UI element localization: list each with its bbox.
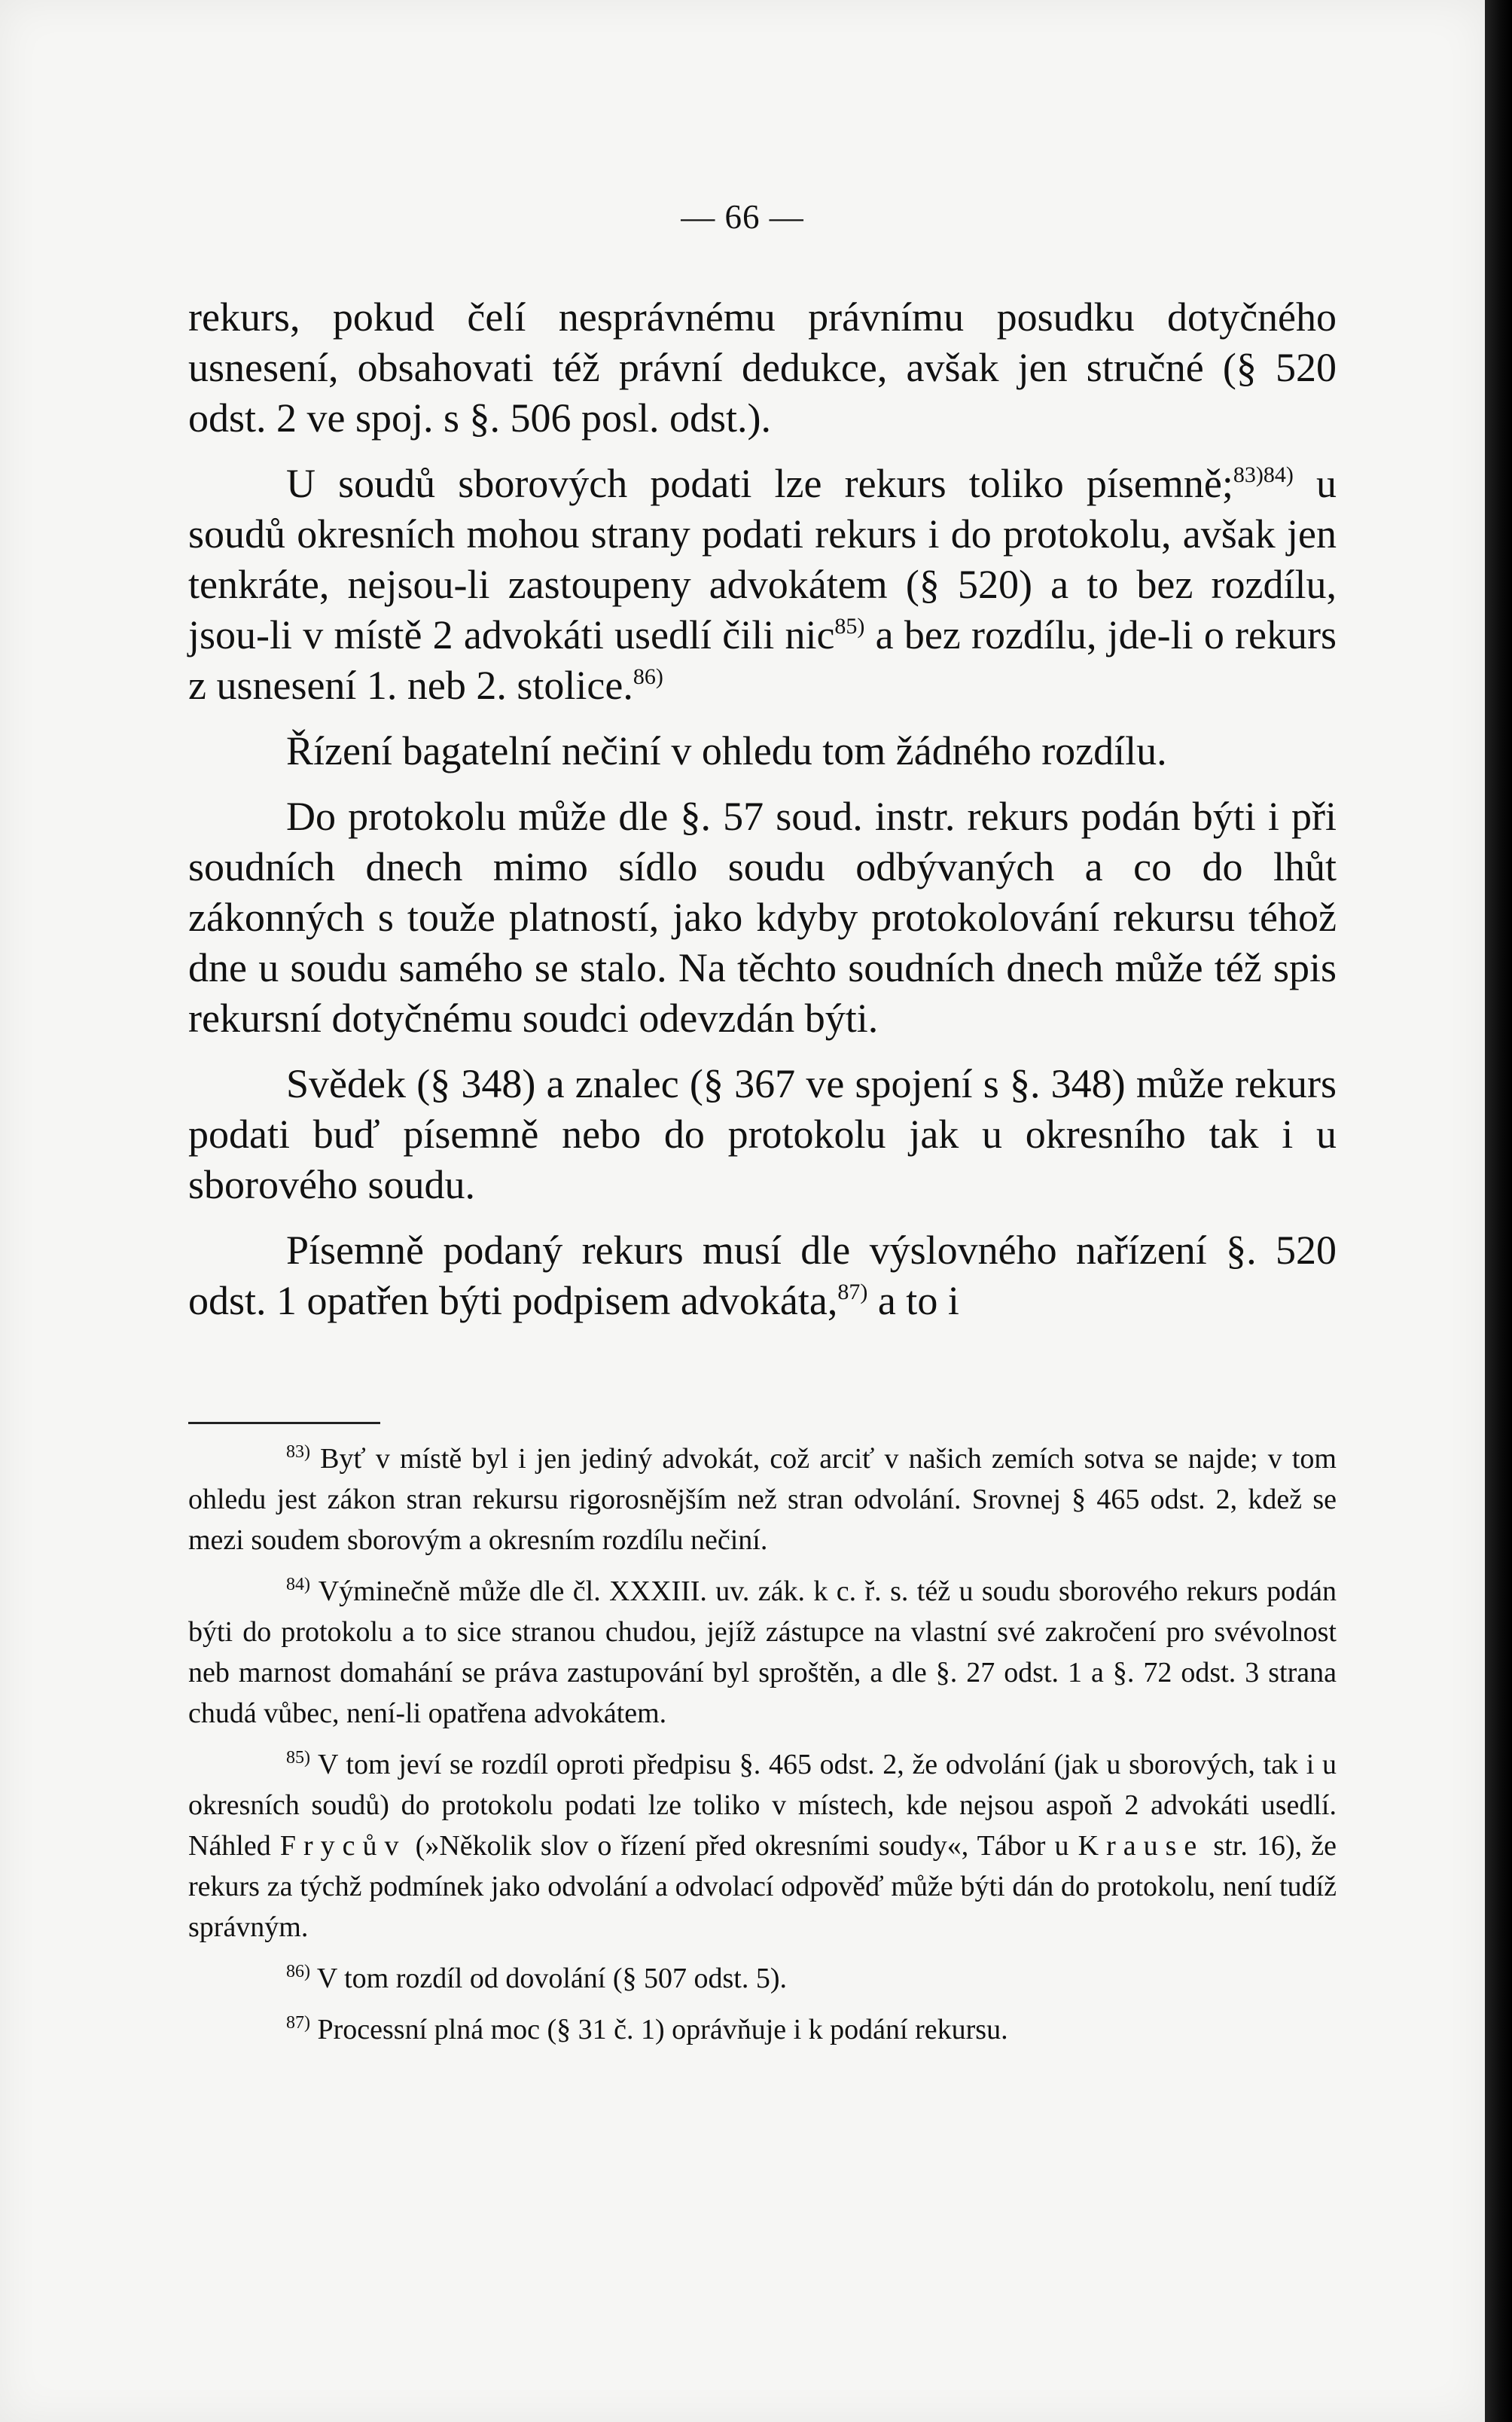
footnote-ref-85: 85): [834, 614, 865, 639]
footnote-86: [188, 1958, 1337, 1999]
paragraph-6-part-b: a to i: [867, 1278, 959, 1323]
footnote-84-mark: 84): [286, 1575, 310, 1594]
footnote-84: [188, 1571, 1337, 1734]
footnote-85-text-a: V tom jeví se rozdíl oproti předpisu §. 465 odst. 2, že odvolání (jak u sborových, tak i u okresních soudů) do protokolu podati lze toliko v místech, kde nejsou aspoň 2 advokáti usedlí. Náhled: [188, 1749, 1337, 1862]
main-text: [188, 292, 1337, 1326]
paragraph-5: Svědek (§ 348) a znalec (§ 367 ve spojení s §. 348) může rekurs podati buď písemně nebo do protokolu jak u okresního tak i u sborového soudu.: [188, 1061, 1337, 1207]
footnote-85-publisher-name: Krause: [1078, 1830, 1205, 1862]
footnote-83-text: Byť v místě byl i jen jediný advokát, což arciť v našich zemích sotva se najde; v tom ohledu jest zákon stran rekursu rigorosnějším než stran odvolání. Srovnej § 465 odst. 2, kdež se mezi soudem sborovým a okresním rozdílu nečiní.: [188, 1443, 1337, 1556]
footnote-84-text: Výminečně může dle čl. XXXIII. uv. zák. k c. ř. s. též u soudu sborového rekurs podán býti do protokolu a to sice stranou chudou, jejíž zástupce na vlastní své zakročení pro svévolnost neb marnost domahání se práva zastupování byl sproštěn, a dle §. 27 odst. 1 a §. 72 odst. 3 strana chudá vůbec, není-li opatřena advokátem.: [188, 1576, 1337, 1729]
paragraph-2: [188, 459, 1337, 711]
footnote-85-text-b: (»Několik slov o řízení před okresními soudy«, Tábor u: [406, 1830, 1078, 1862]
footnote-divider: [188, 1422, 380, 1424]
paragraph-2-part-b: u soudů okresních mohou strany podati rekurs i do protokolu, avšak jen tenkráte, nejsou-li zastoupeny advokátem (§ 520) a to bez rozdílu, jsou-li v místě 2 advokáti usedlí čili nic: [188, 461, 1337, 657]
footnote-85-mark: 85): [286, 1748, 310, 1768]
paragraph-2-part-c: a bez rozdílu, jde-li o rekurs z usnesení 1. neb 2. stolice.: [188, 612, 1337, 708]
footnote-87-text: Processní plná moc (§ 31 č. 1) oprávňuje i k podání rekursu.: [317, 2014, 1008, 2045]
footnote-ref-87: 87): [837, 1280, 868, 1304]
paragraph-2-part-a: U soudů sborových podati lze rekurs toliko písemně;: [286, 461, 1233, 506]
footnotes: [188, 1438, 1337, 2061]
footnote-87: [188, 2009, 1337, 2050]
paragraph-4: Do protokolu může dle §. 57 soud. instr. rekurs podán býti i při soudních dnech mimo sídlo soudu odbývaných a co do lhůt zákonných s touže platností, jako kdyby protokolování rekursu téhož dne u soudu samého se stalo. Na těchto soudních dnech může též spis rekursní dotyčnému soudci odevzdán býti.: [188, 794, 1337, 1041]
footnote-ref-83: 83): [1233, 462, 1264, 487]
footnote-86-mark: 86): [286, 1962, 310, 1981]
paragraph-1: rekurs, pokud čelí nesprávnému právnímu posudku dotyčného usnesení, obsahovati též právní dedukce, avšak jen stručné (§ 520 odst. 2 ve spoj. s §. 506 posl. odst.).: [188, 294, 1337, 441]
footnote-87-mark: 87): [286, 2013, 310, 2033]
footnote-85: [188, 1744, 1337, 1948]
paragraph-6-part-a: Písemně podaný rekurs musí dle výslovného nařízení §. 520 odst. 1 opatřen býti podpisem advokáta,: [188, 1228, 1337, 1323]
page-number: — 66 —: [681, 198, 804, 236]
footnote-86-text: V tom rozdíl od dovolání (§ 507 odst. 5).: [316, 1963, 787, 1994]
footnote-ref-86: 86): [633, 664, 663, 689]
footnote-85-author-name: Frycův: [279, 1830, 407, 1862]
dark-page-edge: [1485, 0, 1512, 2422]
footnote-ref-84: 84): [1263, 462, 1294, 487]
footnote-85-text-c: str. 16), že rekurs za týchž podmínek jako odvolání a odvolací odpověď může býti dán do protokolu, není tudíž správným.: [188, 1830, 1337, 1943]
footnote-83: [188, 1438, 1337, 1560]
paragraph-6: [188, 1225, 1337, 1326]
paragraph-3: Řízení bagatelní nečiní v ohledu tom žádného rozdílu.: [286, 728, 1167, 773]
footnote-83-mark: 83): [286, 1442, 310, 1462]
